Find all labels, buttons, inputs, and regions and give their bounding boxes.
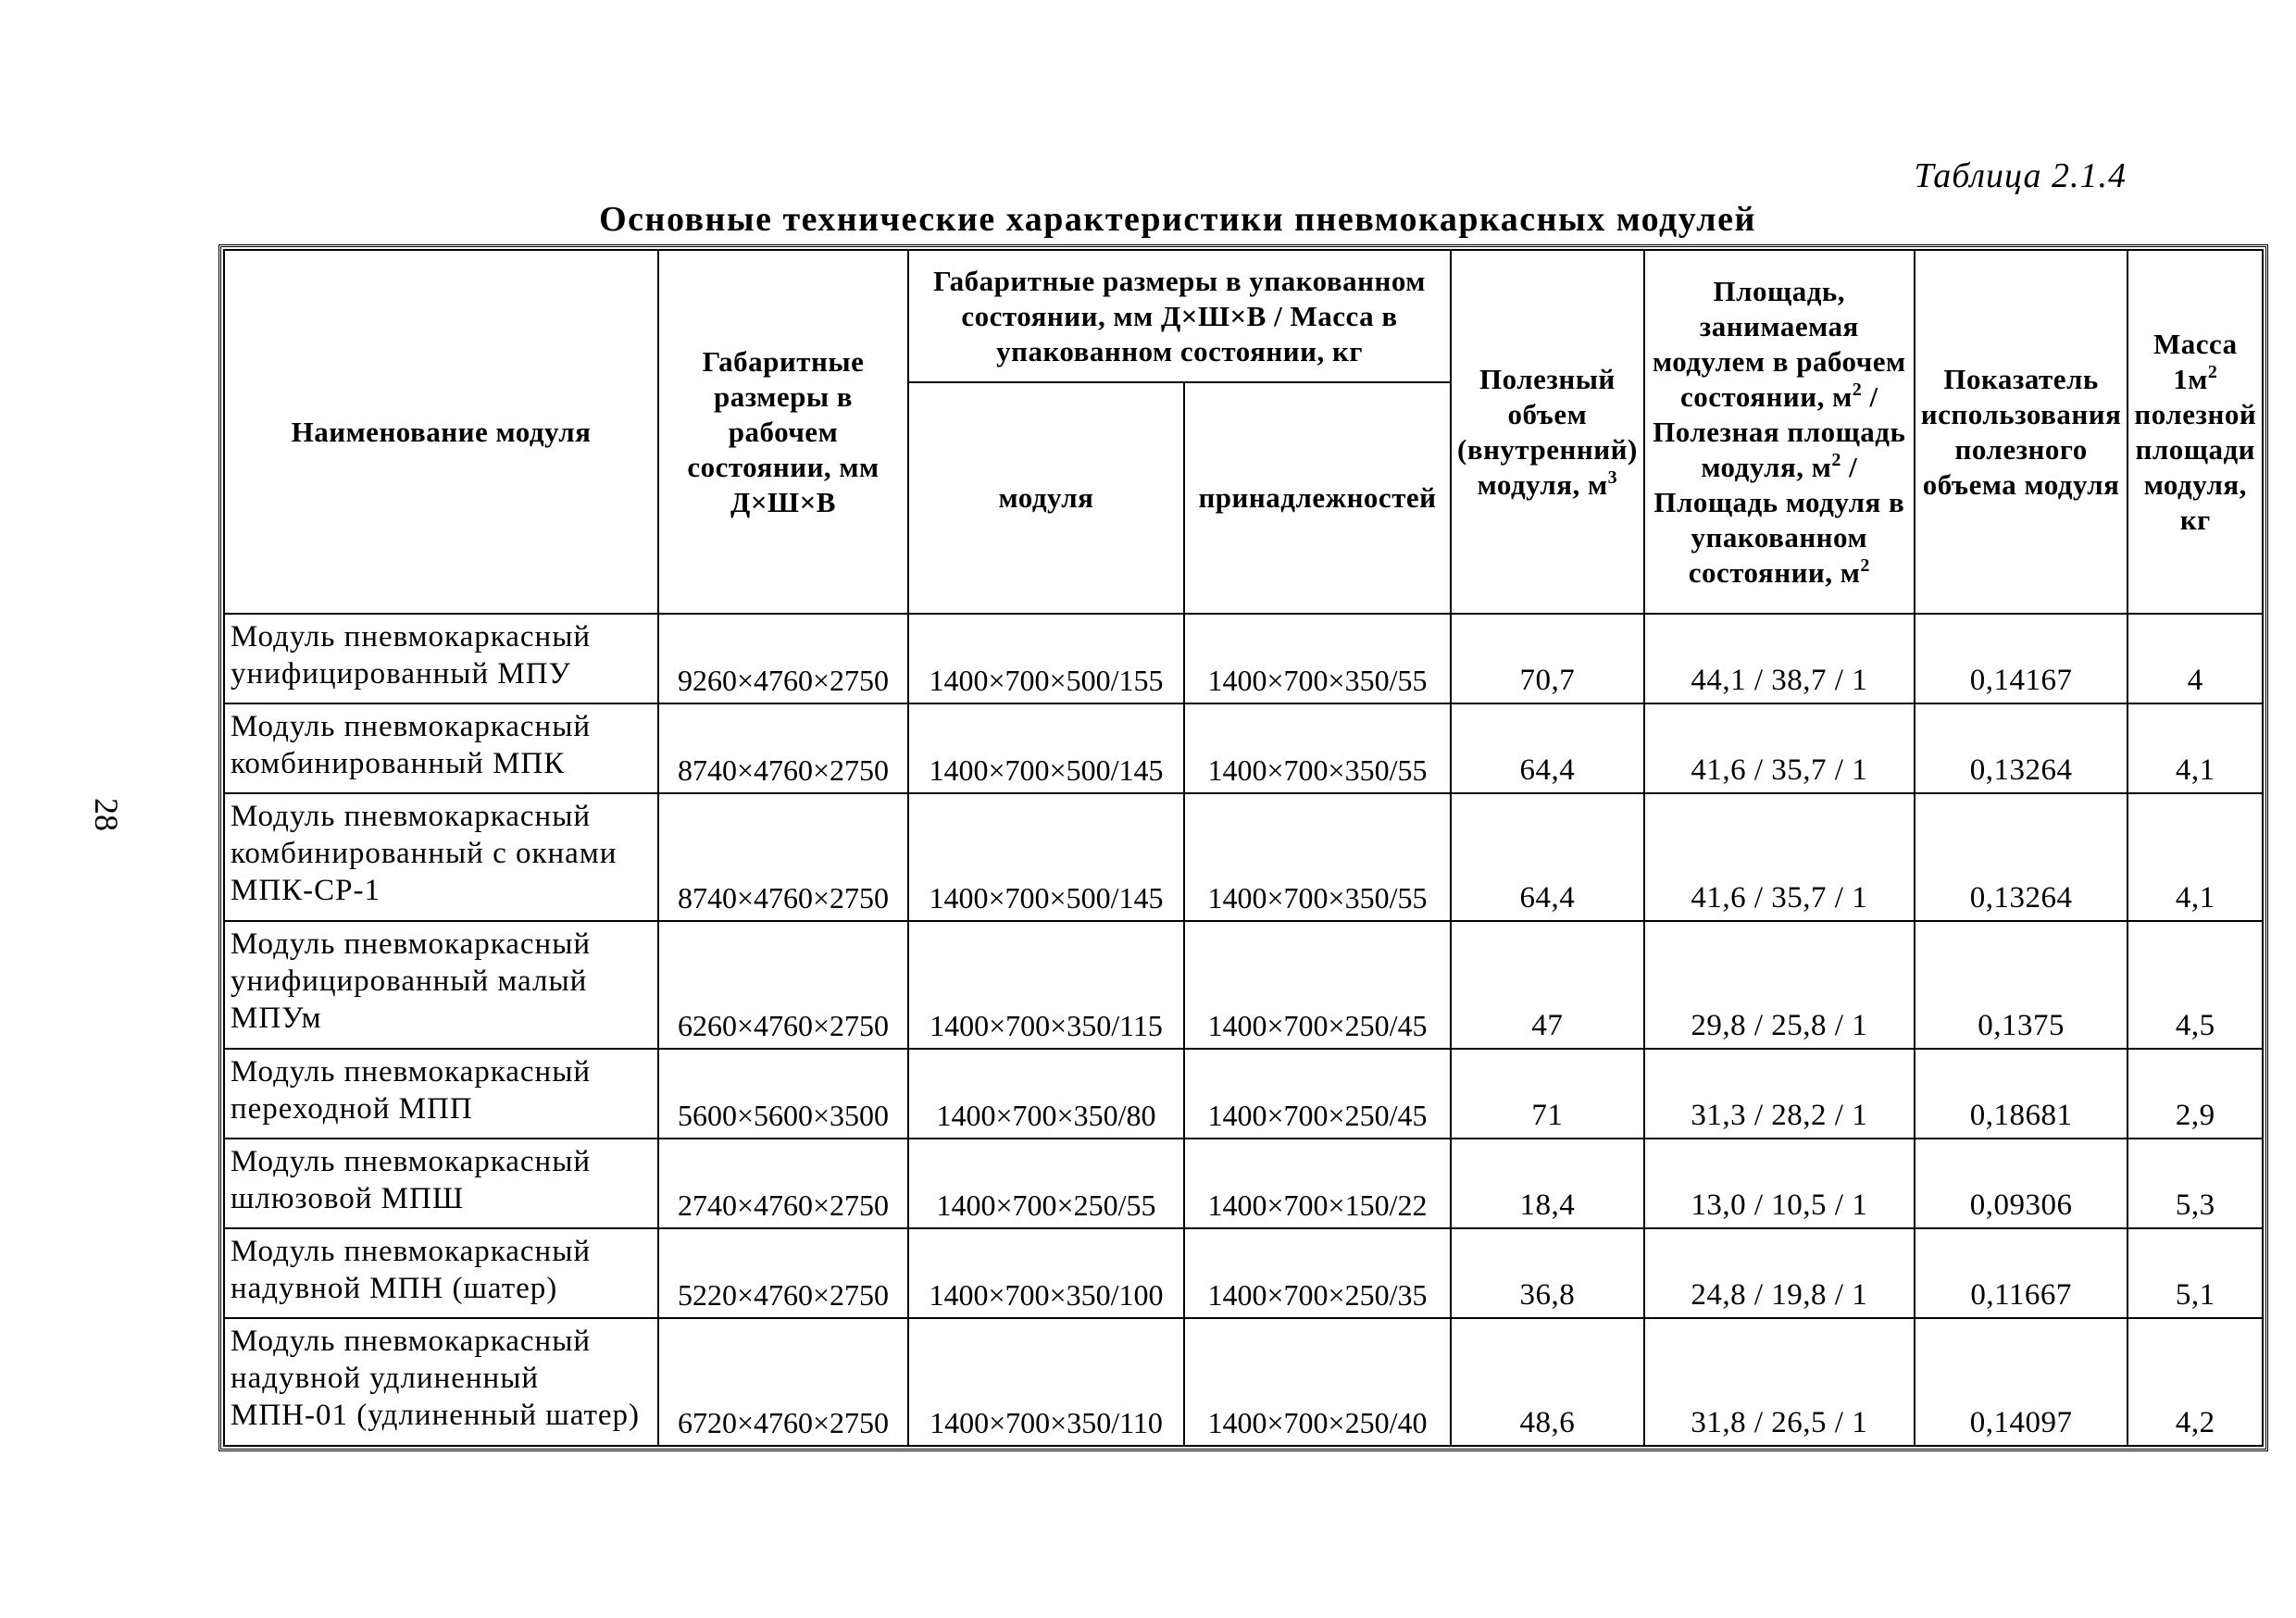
cell-work-dims: 8740×4760×2750: [658, 793, 908, 921]
page-number: 28: [88, 798, 125, 831]
cell-area: 31,8 / 26,5 / 1: [1644, 1318, 1915, 1446]
cell-packed-module: 1400×700×250/55: [908, 1139, 1184, 1228]
header-mass-power: 2: [2207, 361, 2218, 382]
table-title: Основные технические характеристики пневмокаркасных модулей: [599, 200, 1756, 239]
table-frame: [218, 244, 2268, 1451]
cell-name: Модуль пневмокаркасный надувной МПН (шатер): [224, 1228, 658, 1318]
cell-name: Модуль пневмокаркасный комбинированный МПК: [224, 703, 658, 793]
header-mass-part2: полезной площади модуля, кг: [2134, 397, 2257, 536]
header-name: Наименование модуля: [224, 250, 658, 614]
cell-work-dims: 5600×5600×3500: [658, 1049, 908, 1139]
cell-mass: 4,5: [2128, 921, 2263, 1049]
header-volume: [1451, 250, 1644, 614]
header-mass: [2128, 250, 2263, 614]
header-area-part2: / Полезная площадь модуля, м: [1653, 380, 1906, 483]
header-area: [1644, 250, 1915, 614]
cell-work-dims: 8740×4760×2750: [658, 703, 908, 793]
table-row: [224, 1228, 2263, 1318]
cell-mass: 5,1: [2128, 1228, 2263, 1318]
cell-mass: 4,1: [2128, 793, 2263, 921]
cell-packed-accessories: 1400×700×150/22: [1184, 1139, 1451, 1228]
table-row: [224, 1049, 2263, 1139]
cell-mass: 5,3: [2128, 1139, 2263, 1228]
cell-usage: 0,14097: [1915, 1318, 2128, 1446]
header-mass-part1: Масса 1м: [2152, 327, 2238, 395]
cell-packed-accessories: 1400×700×350/55: [1184, 703, 1451, 793]
cell-usage: 0,13264: [1915, 703, 2128, 793]
cell-area: 41,6 / 35,7 / 1: [1644, 703, 1915, 793]
cell-volume: 70,7: [1451, 614, 1644, 703]
table-row: [224, 921, 2263, 1049]
cell-packed-module: 1400×700×350/100: [908, 1228, 1184, 1318]
cell-volume: 36,8: [1451, 1228, 1644, 1318]
cell-volume: 18,4: [1451, 1139, 1644, 1228]
cell-packed-accessories: 1400×700×350/55: [1184, 614, 1451, 703]
header-volume-power: 3: [1607, 467, 1618, 488]
header-area-part3: / Площадь модуля в упакованном состоянии, м: [1653, 450, 1905, 589]
cell-packed-accessories: 1400×700×350/55: [1184, 793, 1451, 921]
cell-usage: 0,09306: [1915, 1139, 2128, 1228]
specs-table: [223, 249, 2264, 1447]
cell-mass: 4,1: [2128, 703, 2263, 793]
cell-name: Модуль пневмокаркасный переходной МПП: [224, 1049, 658, 1139]
cell-volume: 64,4: [1451, 703, 1644, 793]
header-volume-text: Полезный объем (внутренний) модуля, м: [1457, 362, 1638, 501]
cell-packed-module: 1400×700×350/115: [908, 921, 1184, 1049]
cell-area: 29,8 / 25,8 / 1: [1644, 921, 1915, 1049]
header-packed-module: модуля: [908, 382, 1184, 614]
table-row: [224, 1139, 2263, 1228]
cell-name: Модуль пневмокаркасный комбинированный с окнами МПК-СР-1: [224, 793, 658, 921]
cell-area: 24,8 / 19,8 / 1: [1644, 1228, 1915, 1318]
cell-volume: 47: [1451, 921, 1644, 1049]
table-row: [224, 793, 2263, 921]
cell-usage: 0,14167: [1915, 614, 2128, 703]
cell-volume: 64,4: [1451, 793, 1644, 921]
cell-usage: 0,11667: [1915, 1228, 2128, 1318]
cell-mass: 2,9: [2128, 1049, 2263, 1139]
cell-work-dims: 9260×4760×2750: [658, 614, 908, 703]
cell-volume: 71: [1451, 1049, 1644, 1139]
cell-name: Модуль пневмокаркасный унифицированный малый МПУм: [224, 921, 658, 1049]
table-caption: Таблица 2.1.4: [1914, 156, 2127, 195]
cell-work-dims: 6260×4760×2750: [658, 921, 908, 1049]
table-row: [224, 614, 2263, 703]
cell-usage: 0,1375: [1915, 921, 2128, 1049]
table-row: [224, 703, 2263, 793]
cell-packed-module: 1400×700×350/80: [908, 1049, 1184, 1139]
cell-usage: 0,13264: [1915, 793, 2128, 921]
header-area-part1: Площадь, занимаемая модулем в рабочем состоянии, м: [1652, 274, 1906, 413]
cell-mass: 4: [2128, 614, 2263, 703]
cell-area: 44,1 / 38,7 / 1: [1644, 614, 1915, 703]
cell-work-dims: 5220×4760×2750: [658, 1228, 908, 1318]
header-packed-group: Габаритные размеры в упакованном состоянии, мм Д×Ш×В / Масса в упакованном состоянии, кг: [908, 250, 1451, 382]
cell-name: Модуль пневмокаркасный надувной удлиненный МПН-01 (удлиненный шатер): [224, 1318, 658, 1446]
cell-name: Модуль пневмокаркасный шлюзовой МПШ: [224, 1139, 658, 1228]
cell-area: 41,6 / 35,7 / 1: [1644, 793, 1915, 921]
cell-packed-accessories: 1400×700×250/45: [1184, 921, 1451, 1049]
cell-packed-accessories: 1400×700×250/40: [1184, 1318, 1451, 1446]
cell-volume: 48,6: [1451, 1318, 1644, 1446]
cell-name: Модуль пневмокаркасный унифицированный МПУ: [224, 614, 658, 703]
cell-packed-accessories: 1400×700×250/45: [1184, 1049, 1451, 1139]
cell-work-dims: 2740×4760×2750: [658, 1139, 908, 1228]
cell-packed-module: 1400×700×500/145: [908, 793, 1184, 921]
cell-area: 31,3 / 28,2 / 1: [1644, 1049, 1915, 1139]
cell-packed-module: 1400×700×350/110: [908, 1318, 1184, 1446]
cell-packed-module: 1400×700×500/145: [908, 703, 1184, 793]
cell-work-dims: 6720×4760×2750: [658, 1318, 908, 1446]
cell-area: 13,0 / 10,5 / 1: [1644, 1139, 1915, 1228]
header-area-power1: 2: [1852, 379, 1863, 400]
cell-usage: 0,18681: [1915, 1049, 2128, 1139]
header-usage-index: Показатель использования полезного объема модуля: [1915, 250, 2128, 614]
cell-mass: 4,2: [2128, 1318, 2263, 1446]
cell-packed-accessories: 1400×700×250/35: [1184, 1228, 1451, 1318]
table-row: [224, 1318, 2263, 1446]
header-packed-accessories: принадлежностей: [1184, 382, 1451, 614]
header-work-dims: Габаритные размеры в рабочем состоянии, мм Д×Ш×В: [658, 250, 908, 614]
header-area-power2: 2: [1831, 449, 1841, 470]
cell-packed-module: 1400×700×500/155: [908, 614, 1184, 703]
header-area-power3: 2: [1860, 554, 1870, 576]
